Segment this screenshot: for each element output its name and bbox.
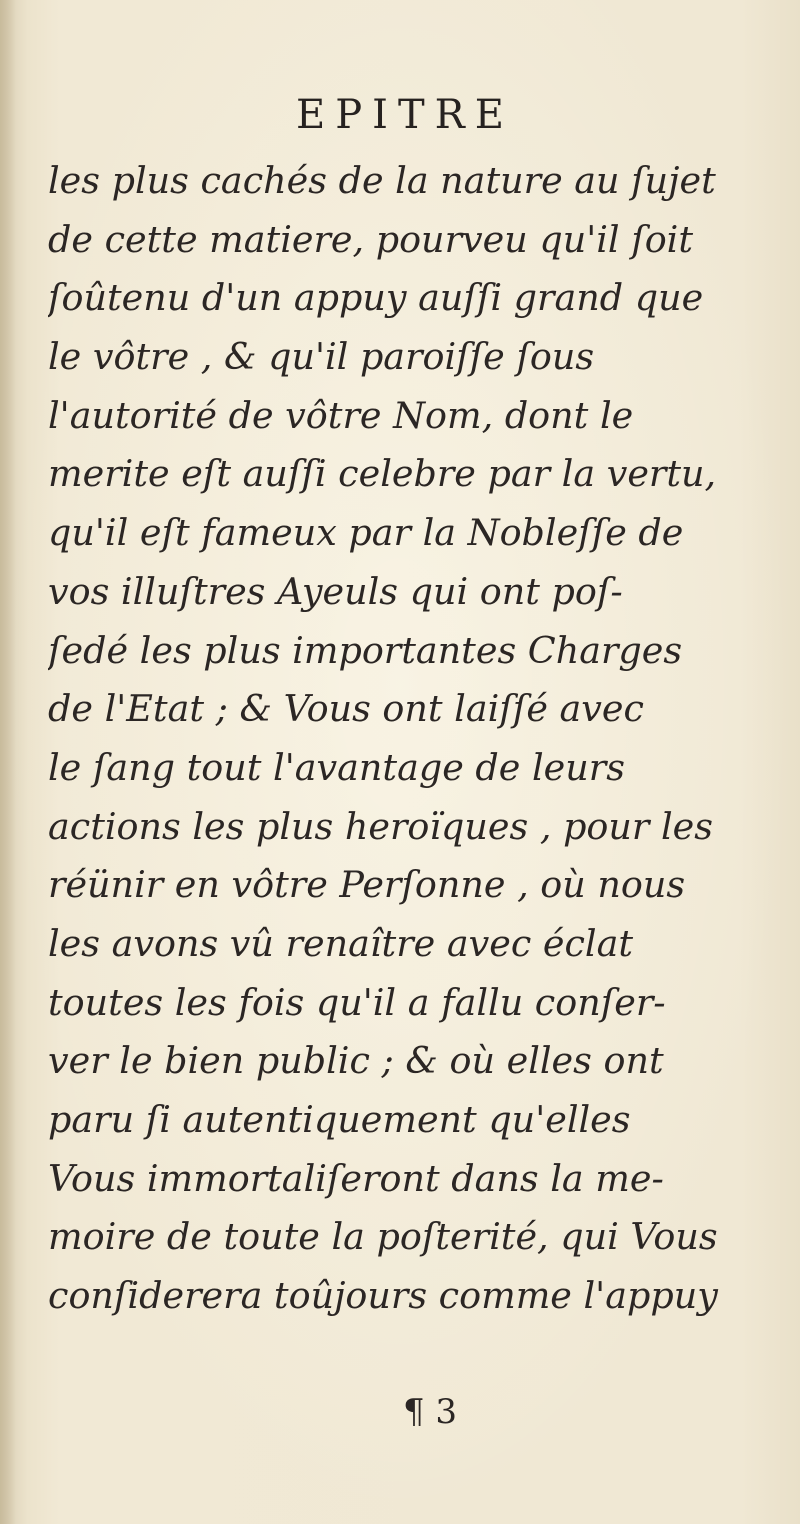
text-line: toutes les fois qu'il a fallu conſer- bbox=[48, 980, 666, 1024]
text-line: ſedé les plus importantes Charges bbox=[48, 628, 683, 672]
signature-mark: ¶ 3 bbox=[402, 1392, 458, 1432]
text-line: réünir en vôtre Perſonne , où nous bbox=[48, 863, 686, 907]
text-line: vos illuſtres Ayeuls qui ont poſ- bbox=[48, 569, 623, 613]
running-head: EPITRE bbox=[296, 92, 514, 138]
text-line: Vous immortaliſeront dans la me- bbox=[48, 1156, 664, 1200]
text-line: de cette matiere, pourveu qu'il ſoit bbox=[48, 217, 694, 261]
page-binding-edge bbox=[0, 0, 16, 1524]
text-line: les plus cachés de la nature au ſujet bbox=[48, 159, 716, 202]
text-line: le vôtre , & qu'il paroiſſe ſous bbox=[48, 335, 595, 379]
text-line: paru ſi autentiquement qu'elles bbox=[48, 1098, 631, 1141]
body-text bbox=[48, 152, 768, 1326]
text-line: ſoûtenu d'un appuy auſſi grand que bbox=[48, 276, 704, 320]
text-line: conſiderera toûjours comme l'appuy bbox=[48, 1274, 718, 1318]
text-line: ver le bien public ; & où elles ont bbox=[48, 1039, 664, 1083]
text-line: les avons vû renaître avec éclat bbox=[48, 921, 634, 965]
text-line: moire de toute la poſterité, qui Vous bbox=[48, 1215, 718, 1259]
text-line: qu'il eſt fameux par la Nobleſſe de bbox=[48, 511, 684, 555]
text-line: le ſang tout l'avantage de leurs bbox=[48, 745, 625, 789]
text-line: de l'Etat ; & Vous ont laiſſé avec bbox=[48, 687, 644, 731]
text-line: actions les plus heroïques , pour les bbox=[48, 804, 713, 848]
text-line: l'autorité de vôtre Nom, dont le bbox=[48, 393, 634, 437]
text-line: merite eſt auſſi celebre par la vertu, bbox=[48, 452, 717, 496]
